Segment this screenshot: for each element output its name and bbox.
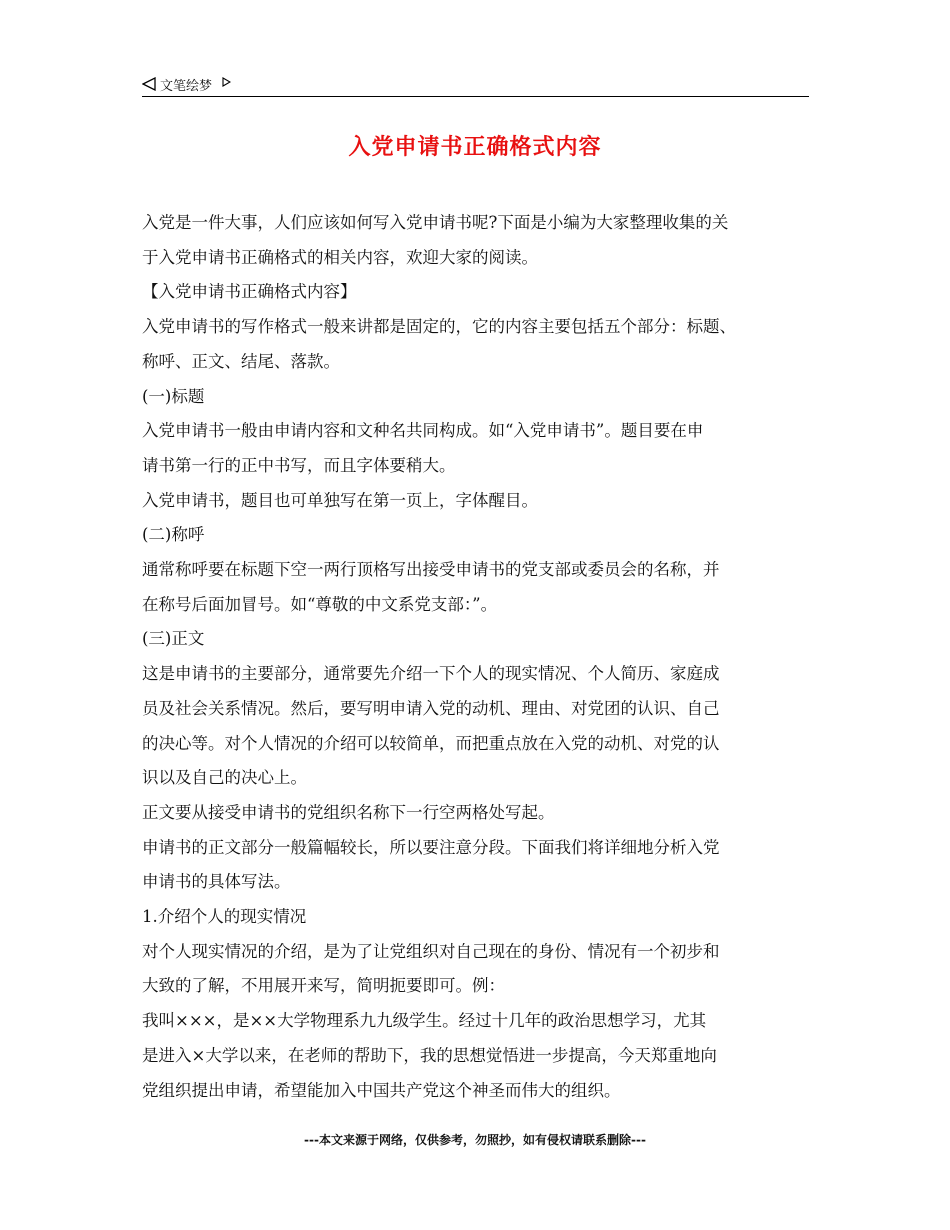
body-line: 在称号后面加冒号。如“尊敬的中文系党支部：”。 bbox=[142, 594, 498, 614]
header-brand: 文笔绘梦 bbox=[160, 78, 213, 94]
body-line: 入党是一件大事，人们应该如何写入党申请书呢?下面是小编为大家整理收集的关 bbox=[142, 213, 729, 232]
page-header bbox=[142, 72, 809, 97]
body-line: (一)标题 bbox=[142, 386, 205, 406]
body-line: 于入党申请书正确格式的相关内容，欢迎大家的阅读。 bbox=[142, 247, 538, 267]
body-line: 通常称呼要在标题下空一两行顶格写出接受申请书的党支部或委员会的名称，并 bbox=[142, 560, 720, 580]
body-line: (三)正文 bbox=[142, 629, 205, 649]
body-line: 这是申请书的主要部分，通常要先介绍一下个人的现实情况、个人简历、家庭成 bbox=[142, 664, 720, 684]
document-title: 入党申请书正确格式内容 bbox=[348, 135, 602, 160]
body-line: 党组织提出申请，希望能加入中国共产党这个神圣而伟大的组织。 bbox=[142, 1080, 621, 1100]
body-line: 员及社会关系情况。然后，要写明申请入党的动机、理由、对党团的认识、自己 bbox=[142, 698, 720, 718]
body-line: (二)称呼 bbox=[142, 525, 205, 545]
document-body bbox=[142, 206, 822, 1108]
body-line: 称呼、正文、结尾、落款。 bbox=[142, 351, 340, 371]
triangle-right-icon bbox=[222, 77, 231, 87]
body-line: 是进入×大学以来，在老师的帮助下，我的思想觉悟进一步提高，今天郑重地向 bbox=[142, 1045, 717, 1065]
triangle-left-icon bbox=[142, 77, 156, 91]
body-line: 入党申请书，题目也可单独写在第一页上，字体醒目。 bbox=[142, 490, 538, 510]
footer-disclaimer: ---本文来源于网络，仅供参考，勿照抄，如有侵权请联系删除--- bbox=[304, 1133, 646, 1147]
body-line: 请书第一行的正中书写，而且字体要稍大。 bbox=[142, 455, 456, 475]
body-line: 申请书的具体写法。 bbox=[142, 872, 291, 892]
body-line: 对个人现实情况的介绍，是为了让党组织对自己现在的身份、情况有一个初步和 bbox=[142, 941, 720, 961]
body-line: 入党申请书的写作格式一般来讲都是固定的，它的内容主要包括五个部分：标题、 bbox=[142, 317, 736, 337]
body-line: 正文要从接受申请书的党组织名称下一行空两格处写起。 bbox=[142, 802, 555, 822]
body-line: 大致的了解，不用展开来写，简明扼要即可。例： bbox=[142, 976, 505, 996]
body-line: 的决心等。对个人情况的介绍可以较简单，而把重点放在入党的动机、对党的认 bbox=[142, 733, 720, 753]
body-line: 1.介绍个人的现实情况 bbox=[142, 907, 307, 927]
body-line: 入党申请书一般由申请内容和文种名共同构成。如“入党申请书”。题目要在申 bbox=[142, 421, 704, 441]
body-line: 【入党申请书正确格式内容】 bbox=[142, 282, 357, 302]
body-line: 我叫×××，是××大学物理系九九级学生。经过十几年的政治思想学习，尤其 bbox=[142, 1011, 707, 1031]
body-line: 申请书的正文部分一般篇幅较长，所以要注意分段。下面我们将详细地分析入党 bbox=[142, 837, 720, 857]
body-line: 识以及自己的决心上。 bbox=[142, 768, 307, 788]
